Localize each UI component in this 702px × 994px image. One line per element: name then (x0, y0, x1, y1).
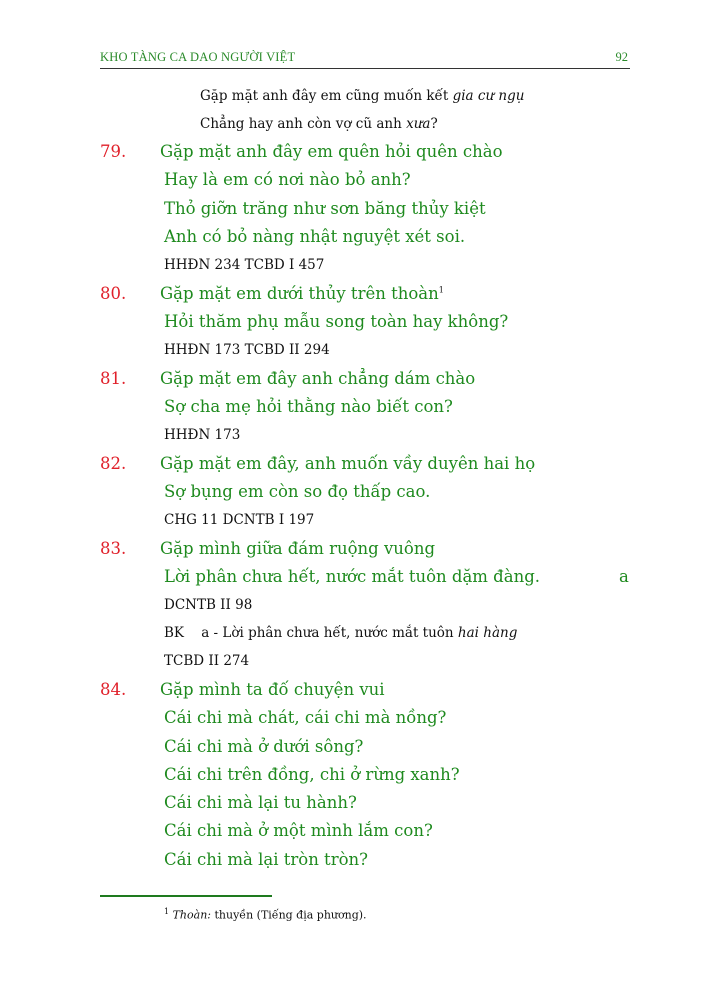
verse-first-line: Gặp mặt em đây, anh muốn vầy duyên hai họ (160, 454, 536, 473)
verse-first-line: Gặp mình giữa đám ruộng vuông (160, 539, 436, 558)
verse-line: Cái chi mà lại tròn tròn? (164, 850, 368, 869)
entry-number: 81. (100, 369, 127, 388)
footnote-text: thuyền (Tiếng địa phương). (211, 908, 367, 922)
verse-line: Thỏ giỡn trăng như sơn băng thủy kiệt (164, 199, 486, 218)
entry-number: 79. (100, 142, 127, 161)
verse-line: Hỏi thăm phụ mẫu song toàn hay không? (164, 312, 509, 331)
verse-first-line: Gặp mặt em đây anh chẳng dám chào (160, 369, 476, 388)
footnote-term: Thoàn: (172, 908, 211, 922)
entry-number: 80. (100, 284, 127, 303)
verse-line: Cái chi mà ở dưới sông? (164, 737, 364, 756)
entry-number: 84. (100, 680, 127, 699)
verse-line: Lời phân chưa hết, nước mắt tuôn dặm đàng. (164, 567, 541, 586)
entry-number: 82. (100, 454, 127, 473)
verse-line: Cái chi mà chát, cái chi mà nồng? (164, 708, 447, 727)
carryover-line-1: Gặp mặt anh đây em cũng muốn kết gia cư ngụ (200, 88, 525, 104)
verse-first-line: Gặp mình ta đố chuyện vui (160, 680, 385, 699)
verse-first-line: Gặp mặt anh đây em quên hỏi quên chào (160, 142, 503, 161)
footnote-ref: 1 (438, 285, 444, 295)
running-header (100, 48, 630, 69)
book-title: KHO TÀNG CA DAO NGƯỜI VIỆT (100, 50, 296, 64)
source-citation: CHG 11 DCNTB I 197 (164, 512, 315, 528)
footnote-divider (100, 895, 272, 897)
verse-line: Cái chi trên đồng, chi ở rừng xanh? (164, 765, 460, 784)
source-citation: HHĐN 234 TCBD I 457 (164, 257, 325, 273)
carryover-line-2: Chẳng hay anh còn vợ cũ anh xưa? (200, 116, 438, 132)
verse-first-line: Gặp mặt em dưới thủy trên thoàn$^1$ (160, 284, 444, 303)
entry-number: 83. (100, 539, 127, 558)
footnote-mark: 1 (164, 907, 170, 916)
source-citation: HHĐN 173 TCBD II 294 (164, 342, 330, 358)
verse-line: Sợ cha mẹ hỏi thằng nào biết con? (164, 397, 453, 416)
variant-mark: a (619, 567, 629, 586)
footnote (164, 907, 367, 922)
verse-line: Hay là em có nơi nào bỏ anh? (164, 170, 411, 189)
verse-line: Anh có bỏ nàng nhật nguyệt xét soi. (164, 227, 466, 246)
verse-line: Cái chi mà ở một mình lắm con? (164, 821, 433, 840)
verse-line: Sợ bụng em còn so đọ thấp cao. (164, 482, 431, 501)
source-citation: TCBD II 274 (164, 653, 250, 669)
source-citation: HHĐN 173 (164, 427, 241, 443)
verse-line: Cái chi mà lại tu hành? (164, 793, 357, 812)
page-number: 92 (615, 50, 628, 64)
source-citation: DCNTB II 98 (164, 597, 253, 613)
variant-line: BK a - Lời phân chưa hết, nước mắt tuôn hai hàng (164, 625, 518, 641)
